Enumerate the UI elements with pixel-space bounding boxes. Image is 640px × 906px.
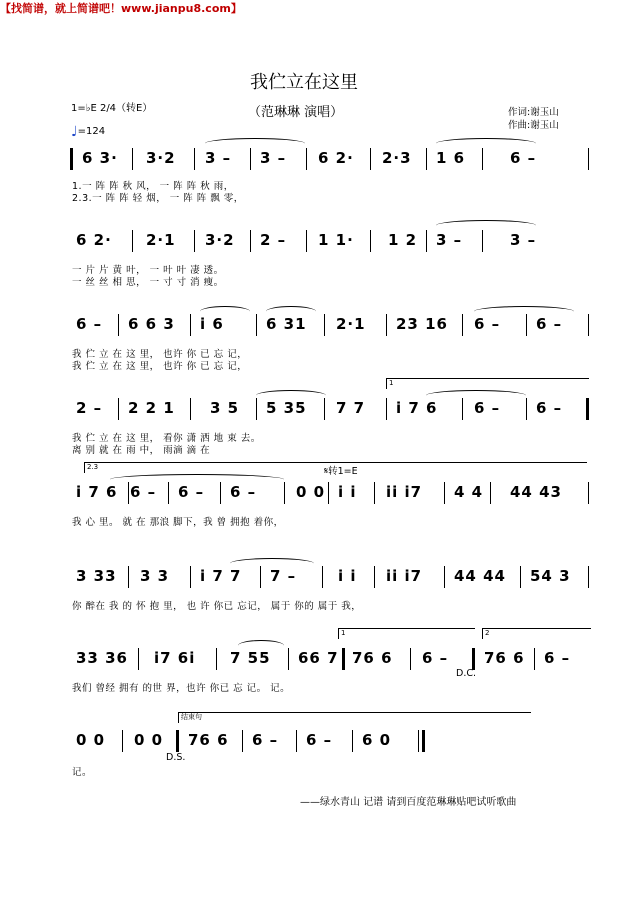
- barline: [526, 314, 527, 336]
- measure: 3 –: [205, 149, 232, 167]
- tempo-marking: [71, 124, 105, 140]
- slur-mark: [436, 138, 536, 149]
- repeat-start-barline: [70, 148, 73, 170]
- barline: [118, 398, 119, 420]
- score-row-7: [70, 629, 590, 679]
- measure: 6 –: [76, 315, 103, 333]
- measure: 3 5: [210, 399, 240, 417]
- segno-icon: 𝄋: [324, 466, 329, 477]
- barline: [534, 648, 535, 670]
- barline: [482, 148, 483, 170]
- measure: i7 6i: [154, 649, 196, 667]
- barline: [296, 730, 297, 752]
- measure: 2 –: [260, 231, 287, 249]
- measure: 6 0: [362, 731, 392, 749]
- slur-mark: [205, 138, 305, 149]
- barline: [322, 566, 323, 588]
- measure: 23 16: [396, 315, 448, 333]
- repeat-end-barline: [472, 648, 475, 670]
- measure: 1 1·: [318, 231, 354, 249]
- slur-mark: [110, 474, 284, 485]
- measure: 76 6: [352, 649, 393, 667]
- dc-mark: D.C.: [456, 668, 476, 679]
- measure: 54 3: [530, 567, 571, 585]
- barline: [194, 230, 195, 252]
- volta-label: 1: [341, 629, 346, 637]
- barline: [306, 230, 307, 252]
- measure: 5 35: [266, 399, 307, 417]
- barline: [250, 148, 251, 170]
- final-barline: [422, 730, 425, 752]
- barline: [324, 398, 325, 420]
- slur-mark: [266, 306, 316, 317]
- measure: 3·2: [205, 231, 235, 249]
- barline: [370, 230, 371, 252]
- barline: [386, 314, 387, 336]
- barline: [176, 730, 179, 752]
- measure: 3 3: [140, 567, 170, 585]
- barline: [482, 230, 483, 252]
- key-signature: 1=♭E 2/4（转E）: [71, 103, 153, 114]
- barline: [132, 230, 133, 252]
- coda-bracket: [178, 712, 531, 723]
- barline: [128, 482, 129, 504]
- barline: [588, 482, 589, 504]
- lyric-line: 我 伫 立 在 这 里， 也许 你 已 忘 记，: [72, 349, 248, 360]
- composer-credit: 作曲:谢玉山: [508, 120, 559, 131]
- measure: 0 0: [296, 483, 326, 501]
- lyric-line: 你 醉在 我 的 怀 抱 里， 也 许 你已 忘记， 属于 你的 属于 我，: [72, 601, 362, 612]
- barline: [386, 398, 387, 420]
- measure: i 7 6: [396, 399, 438, 417]
- score-row-5: [70, 463, 590, 502]
- measure: 76 6: [484, 649, 525, 667]
- barline: [118, 314, 119, 336]
- measure: 6 –: [230, 483, 257, 501]
- barline: [342, 648, 345, 670]
- measure: 66 7: [298, 649, 339, 667]
- segno-modulation-mark: [324, 463, 358, 477]
- measure: 6 –: [474, 315, 501, 333]
- score-row-4: [70, 379, 590, 418]
- barline: [194, 148, 195, 170]
- score-row-3: [70, 314, 590, 334]
- barline: [168, 482, 169, 504]
- measure: i i: [338, 483, 357, 501]
- measure: 6 3·: [82, 149, 118, 167]
- barline: [418, 730, 419, 752]
- volta-label: 2.3: [87, 463, 99, 471]
- barline: [242, 730, 243, 752]
- measure: 1 6: [436, 149, 466, 167]
- slur-mark: [436, 220, 536, 231]
- lyric-line: 我 伫 立 在 这 里， 也许 你 已 忘 记，: [72, 361, 248, 372]
- barline: [250, 230, 251, 252]
- measure: 6 –: [510, 149, 537, 167]
- song-title: 我伫立在这里: [250, 72, 358, 93]
- barline: [374, 566, 375, 588]
- measure: 3·2: [146, 149, 176, 167]
- barline: [132, 148, 133, 170]
- slur-mark: [256, 390, 326, 401]
- barline: [138, 648, 139, 670]
- lyric-line: 2.3.一 阵 阵 轻 烟， 一 阵 阵 飘 零，: [72, 193, 244, 204]
- volta-label: 2: [485, 629, 490, 637]
- measure: 0 0: [134, 731, 164, 749]
- barline: [256, 398, 257, 420]
- measure: 6 –: [422, 649, 449, 667]
- slur-mark: [474, 306, 574, 317]
- measure: 3 –: [510, 231, 537, 249]
- barline: [284, 482, 285, 504]
- slur-mark: [238, 640, 284, 651]
- measure: 7 55: [230, 649, 271, 667]
- singer-credit: （范琳琳 演唱）: [248, 105, 344, 120]
- measure: i i: [338, 567, 357, 585]
- barline: [256, 314, 257, 336]
- measure: 2·1: [336, 315, 366, 333]
- tempo-value: =124: [77, 126, 106, 137]
- measure: 4 4: [454, 483, 484, 501]
- barline: [490, 482, 491, 504]
- barline: [288, 648, 289, 670]
- repeat-end-barline: [586, 398, 589, 420]
- barline: [352, 730, 353, 752]
- barline: [324, 314, 325, 336]
- measure: 6 –: [178, 483, 205, 501]
- barline: [328, 482, 329, 504]
- site-banner[interactable]: 【找简谱，就上简谱吧！www.jianpu8.com】: [0, 2, 242, 15]
- measure: i 7 6: [76, 483, 118, 501]
- score-row-6: [70, 566, 590, 586]
- barline: [128, 566, 129, 588]
- barline: [588, 314, 589, 336]
- measure: 44 43: [510, 483, 562, 501]
- measure: ii i7: [386, 567, 423, 585]
- measure: 6 31: [266, 315, 307, 333]
- measure: i 6: [200, 315, 224, 333]
- lyric-line: 离 别 就 在 雨 中， 雨滴 滴 在: [72, 445, 211, 456]
- barline: [444, 482, 445, 504]
- measure: 2·3: [382, 149, 412, 167]
- barline: [122, 730, 123, 752]
- measure: 6 –: [306, 731, 333, 749]
- volta-bracket: [338, 628, 475, 639]
- measure: 3 33: [76, 567, 117, 585]
- measure: 7 –: [270, 567, 297, 585]
- measure: 6 –: [536, 399, 563, 417]
- barline: [426, 148, 427, 170]
- barline: [190, 314, 191, 336]
- barline: [190, 398, 191, 420]
- measure: 2 2 1: [128, 399, 175, 417]
- measure: 0 0: [76, 731, 106, 749]
- measure: 6 –: [544, 649, 571, 667]
- slur-mark: [200, 306, 250, 317]
- score-row-2: [70, 230, 590, 250]
- score-row-8: [70, 713, 590, 763]
- barline: [588, 148, 589, 170]
- measure: ii i7: [386, 483, 423, 501]
- modulation-label: 转1=E: [328, 466, 358, 477]
- barline: [462, 398, 463, 420]
- barline: [370, 148, 371, 170]
- quarter-note-icon: ♩: [71, 124, 78, 140]
- coda-label: 结束句: [181, 713, 202, 721]
- measure: 44 44: [454, 567, 506, 585]
- volta-label: 1: [389, 379, 394, 387]
- barline: [216, 648, 217, 670]
- measure: i 7 7: [200, 567, 242, 585]
- measure: 6 2·: [318, 149, 354, 167]
- measure: 7 7: [336, 399, 366, 417]
- lyricist-credit: 作词:谢玉山: [508, 107, 559, 118]
- measure: 6 –: [252, 731, 279, 749]
- barline: [306, 148, 307, 170]
- lyric-line: 我们 曾经 拥有 的世 界，也许 你已 忘 记。 记。: [72, 683, 291, 694]
- measure: 6 –: [474, 399, 501, 417]
- barline: [520, 566, 521, 588]
- measure: 6 2·: [76, 231, 112, 249]
- volta-bracket: [482, 628, 591, 639]
- measure: 33 36: [76, 649, 128, 667]
- lyric-line: 一 片 片 黄 叶， 一 叶 叶 凄 透。: [72, 265, 224, 276]
- lyric-line: 一 丝 丝 相 思， 一 寸 寸 消 瘦。: [72, 277, 224, 288]
- measure: 76 6: [188, 731, 229, 749]
- score-row-1: [70, 148, 590, 168]
- measure: 3 –: [436, 231, 463, 249]
- measure: 1 2: [388, 231, 418, 249]
- measure: 6 6 3: [128, 315, 175, 333]
- barline: [444, 566, 445, 588]
- barline: [588, 566, 589, 588]
- barline: [374, 482, 375, 504]
- slur-mark: [426, 390, 526, 401]
- barline: [260, 566, 261, 588]
- volta-bracket: [386, 378, 589, 389]
- barline: [426, 230, 427, 252]
- barline: [410, 648, 411, 670]
- lyric-line: 记。: [72, 767, 93, 778]
- barline: [526, 398, 527, 420]
- measure: 3 –: [260, 149, 287, 167]
- barline: [220, 482, 221, 504]
- lyric-line: 我 伫 立 在 这 里， 看你 潇 洒 地 束 去。: [72, 433, 261, 444]
- barline: [190, 566, 191, 588]
- lyric-line: 我 心 里。 就 在 那浪 脚下，我 曾 拥抱 着你，: [72, 517, 284, 528]
- lyric-line: 1.一 阵 阵 秋 风， 一 阵 阵 秋 雨，: [72, 181, 234, 192]
- slur-mark: [230, 558, 314, 569]
- footer-note: ——绿水青山 记谱 请到百度范琳琳贴吧试听歌曲: [300, 797, 517, 808]
- ds-mark: D.S.: [166, 752, 186, 763]
- measure: 2·1: [146, 231, 176, 249]
- measure: 6 –: [130, 483, 157, 501]
- measure: 2 –: [76, 399, 103, 417]
- measure: 6 –: [536, 315, 563, 333]
- barline: [462, 314, 463, 336]
